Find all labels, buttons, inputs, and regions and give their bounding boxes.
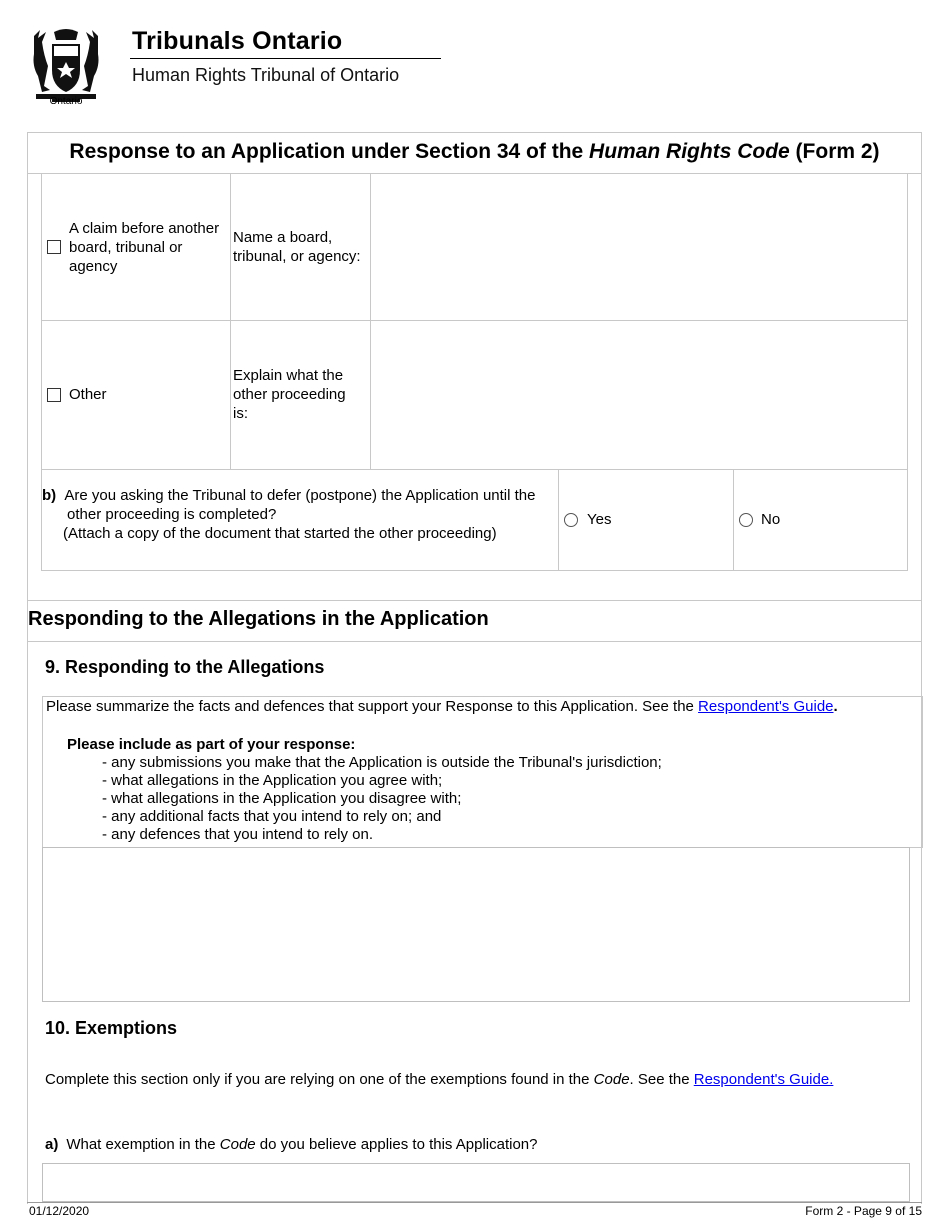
defer-yes-radio[interactable]	[564, 513, 578, 527]
form-frame-left	[27, 132, 28, 1204]
allegations-section-heading: Responding to the Allegations in the Application	[28, 608, 489, 630]
section-divider-bottom	[27, 641, 922, 642]
defer-question-line2: other proceeding is completed?	[67, 506, 277, 523]
include-bullet-item: - any submissions you make that the Application is outside the Tribunal's jurisdiction;	[102, 754, 662, 771]
allegations-subheading: 9. Responding to the Allegations	[45, 657, 325, 677]
exemptions-intro	[45, 1071, 915, 1089]
org-name: Tribunals Ontario	[132, 27, 343, 55]
defer-divider-1	[558, 469, 559, 571]
other-proceeding-field-label: Explain what the other proceeding is:	[233, 367, 346, 422]
include-bullet-item: - any additional facts that you intend to rely on; and	[102, 808, 442, 825]
defer-question-marker: b)	[42, 487, 57, 504]
defer-question-line3: (Attach a copy of the document that started the other proceeding)	[63, 525, 497, 542]
exemptions-intro-code: Code	[593, 1071, 630, 1088]
exemptions-intro-prefix: Complete this section only if you are relying on one of the exemptions found in the	[45, 1071, 594, 1088]
footer-date: 01/12/2020	[29, 1204, 90, 1218]
exemptions-intro-mid: . See the	[629, 1071, 694, 1088]
footer-divider	[27, 1202, 922, 1203]
respondents-guide-link-exemptions[interactable]: Respondent's Guide.	[693, 1071, 834, 1088]
exemptions-subheading: 10. Exemptions	[45, 1018, 178, 1038]
form-frame-top	[27, 132, 922, 133]
org-divider	[130, 58, 441, 59]
form-frame-right	[921, 132, 922, 1204]
form-title-suffix: (Form 2)	[789, 140, 880, 163]
exemption-question-code: Code	[219, 1136, 256, 1153]
org-subtitle: Human Rights Tribunal of Ontario	[132, 65, 400, 85]
logo-caption: Ontario	[49, 96, 83, 107]
defer-question-line1: Are you asking the Tribunal to defer (postpone) the Application until the	[64, 487, 536, 504]
exemption-question-prefix: What exemption in the	[66, 1136, 220, 1153]
footer-page-info: Form 2 - Page 9 of 15	[805, 1204, 922, 1218]
allegations-intro-end: .	[833, 698, 838, 715]
respondents-guide-link[interactable]: Respondent's Guide	[698, 698, 834, 715]
exemption-answer-input[interactable]	[42, 1163, 910, 1202]
other-proceeding-checkbox[interactable]	[47, 388, 61, 402]
defer-no-radio[interactable]	[739, 513, 753, 527]
column-divider-1	[230, 173, 231, 470]
other-board-option-label: A claim before another board, tribunal or agency	[69, 220, 220, 275]
form-title	[28, 140, 921, 164]
section-divider-top	[27, 600, 922, 601]
include-bullet-item: - what allegations in the Application you agree with;	[102, 772, 443, 789]
allegations-response-textarea[interactable]	[42, 847, 910, 1002]
include-bullet-list	[102, 754, 902, 844]
other-proceeding-input[interactable]	[372, 322, 906, 468]
defer-divider-2	[733, 469, 734, 571]
defer-question	[42, 486, 557, 543]
exemption-question-suffix: do you believe applies to this Application?	[255, 1136, 538, 1153]
other-proceeding-option-label: Other	[69, 386, 107, 403]
exemption-question-marker: a)	[45, 1136, 59, 1153]
allegations-intro-text: Please summarize the facts and defences that support your Response to this Application. See the	[46, 698, 699, 715]
defer-no-label: No	[761, 511, 781, 528]
form-title-code-name: Human Rights Code	[589, 140, 790, 163]
defer-yes-label: Yes	[587, 511, 612, 528]
exemption-question	[45, 1136, 915, 1154]
include-heading: Please include as part of your response:	[67, 736, 356, 753]
include-bullet-item: - what allegations in the Application you disagree with;	[102, 790, 462, 807]
allegations-intro	[46, 698, 916, 716]
board-name-field-label: Name a board, tribunal, or agency:	[233, 229, 361, 265]
form-title-prefix: Response to an Application under Section 34 of the	[69, 140, 590, 163]
board-name-input[interactable]	[372, 175, 906, 319]
include-bullet-item: - any defences that you intend to rely on.	[102, 826, 374, 843]
other-board-checkbox[interactable]	[47, 240, 61, 254]
column-divider-2	[370, 173, 371, 470]
